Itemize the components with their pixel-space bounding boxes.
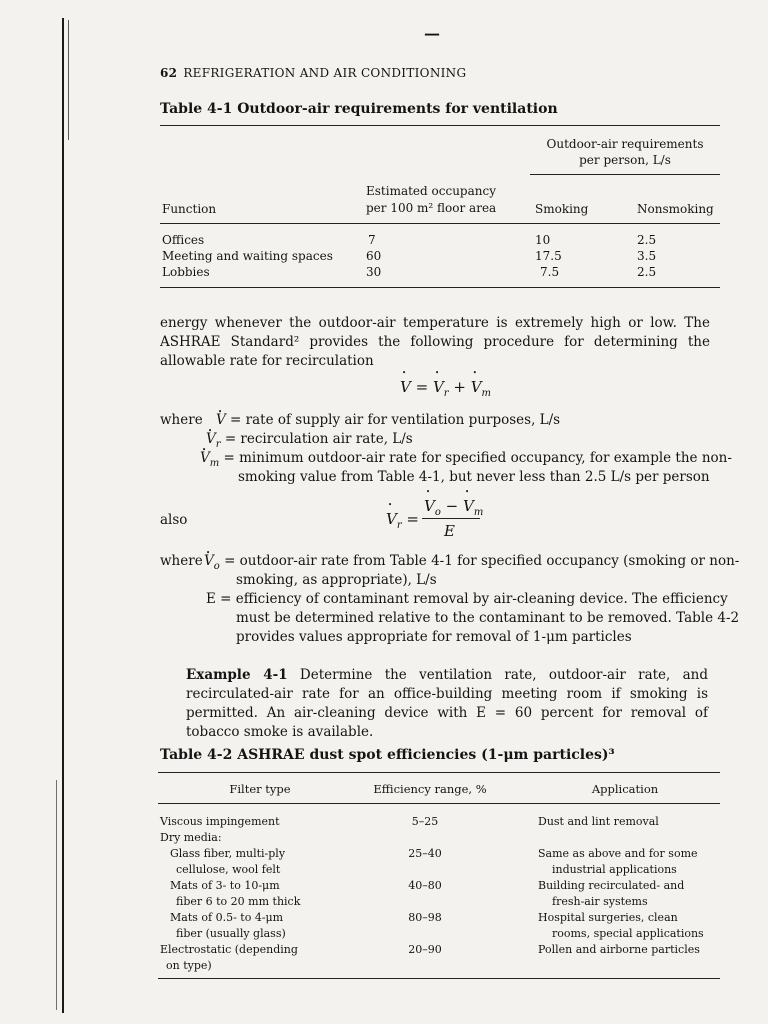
table2-cell-application: industrial applications [552,862,677,876]
table2-cell-efficiency: 20–90 [408,943,442,956]
table1-top-rule [160,125,720,126]
table2-cell-efficiency: 25–40 [408,847,442,860]
definition-vm: • $V_m$ = minimum outdoor-air rate for specified occupancy, for example the non- [200,449,732,473]
table1-cell-occupancy: 30 [366,265,382,279]
table1-cell-nonsmoking: 2.5 [637,265,657,279]
where-label-2: where [160,553,203,569]
table2-cell-filter: Glass fiber, multi-ply [170,847,286,860]
also-label: also [160,512,188,528]
table1-cell-smoking: 7.5 [540,265,560,279]
definition-e: E = efficiency of contaminant removal by air-cleaning device. The efficiency [206,591,728,607]
equation-denominator: E [444,522,455,540]
table1-cell-occupancy: 7 [368,233,376,247]
table2-bottom-rule [158,978,720,979]
table1-col-function: Function [162,202,217,216]
table1-cell-smoking: 17.5 [535,249,562,263]
example-block [186,666,708,742]
body-paragraph [160,314,710,371]
table2-cell-efficiency: 40–80 [408,879,442,892]
definition-v: • V = rate of supply air for ventilation purposes, L/s [216,411,560,430]
table2-caption: Table 4-2 ASHRAE dust spot efficiencies (1-μm particles)³ [160,747,615,763]
table2-cell-filter: cellulose, wool felt [176,862,281,876]
table1-cell-function: Meeting and waiting spaces [162,249,333,263]
running-head-title: REFRIGERATION AND AIR CONDITIONING [183,66,467,80]
running-head [160,66,466,80]
table2-cell-application: rooms, special applications [552,926,704,940]
table2-cell-filter: Mats of 3- to 10-μm [170,879,280,892]
definition-vm-cont: smoking value from Table 4-1, but never less than 2.5 L/s per person [238,469,710,485]
table1-group-rule [530,174,720,175]
table1-col-smoking: Smoking [535,202,589,216]
definition-vm-text: = minimum outdoor-air rate for specified occupancy, for example the non- [223,450,732,466]
table2-cell-filter: on type) [166,958,212,972]
table1-cell-function: Lobbies [162,265,210,279]
definition-v-text: = rate of supply air for ventilation purposes, L/s [230,412,561,428]
table1-cell-nonsmoking: 2.5 [637,233,657,247]
table1-cell-function: Offices [162,233,205,247]
definition-vo-cont: smoking, as appropriate), L/s [236,572,437,588]
table1-group-header-line1: Outdoor-air requirements [546,137,704,151]
table1-header-rule [160,223,720,224]
table1-col-occupancy-line1: Estimated occupancy [366,184,496,198]
table1-cell-occupancy: 60 [366,249,382,263]
table1-col-nonsmoking: Nonsmoking [637,202,714,216]
table2-cell-filter: Mats of 0.5- to 4-μm [170,911,284,924]
table2-cell-efficiency: 80–98 [408,911,442,924]
definition-vr-text: = recirculation air rate, L/s [224,431,413,447]
table1-cell-smoking: 10 [535,233,551,247]
definition-vr: • $V_r$ = recirculation air rate, L/s [206,430,413,454]
table1-col-occupancy-line2: per 100 m² floor area [366,201,497,215]
paragraph-text: energy whenever the outdoor-air temperature is extremely high or low. The ASHRAE Standard² provides the following procedure for determining the allowable rate for recirculation [160,315,710,369]
table1-cell-nonsmoking: 3.5 [637,249,657,263]
where-label: where [160,412,203,428]
table2-cell-filter: Dry media: [160,830,222,844]
scan-binding-edge [62,18,64,1013]
table1-bottom-rule [160,287,720,288]
table2-cell-application: Dust and lint removal [538,815,659,828]
table2-cell-application: Same as above and for some [538,847,698,860]
table2-cell-filter: Viscous impingement [160,815,280,828]
fraction-bar [422,518,480,519]
equation-recirculation: • $V_r$ = [386,510,419,531]
scan-dash-mark: — [424,24,440,43]
table1-group-header-line2: per person, L/s [579,153,671,167]
table2-header-rule [158,803,720,804]
table2-cell-application: Building recirculated- and [538,879,685,892]
table2-cell-efficiency: 5–25 [411,815,439,828]
equation-numerator: • $V_o$ − • $V_m$ [424,497,483,518]
definition-e-cont2: provides values appropriate for removal of 1-μm particles [236,629,632,645]
table2-col-application: Application [591,782,659,796]
table2-cell-application: fresh-air systems [552,894,648,908]
table2-cell-filter: fiber 6 to 20 mm thick [176,894,301,908]
definition-vo: • $V_o$ = outdoor-air rate from Table 4-1 for specified occupancy (smoking or non- [204,552,739,576]
definition-vo-text: = outdoor-air rate from Table 4-1 for specified occupancy (smoking or non- [224,553,740,569]
definition-e-cont1: must be determined relative to the contaminant to be removed. Table 4-2 [236,610,740,626]
table2-top-rule [158,772,720,773]
example-label: Example 4-1 [186,667,288,683]
scan-binding-edge-tertiary [56,780,57,1010]
page-number: 62 [160,66,178,80]
scan-binding-edge-secondary [68,20,69,140]
table2-cell-application: Hospital surgeries, clean [538,911,678,924]
table2-col-filter: Filter type [229,782,291,796]
example-text: Determine the ventilation rate, outdoor-air rate, and recirculated-air rate for an office-building meeting room if smoking is permitted. An air-cleaning device with E = 60 percent for removal of tobacco smoke is available. [186,667,709,740]
table2-cell-filter: fiber (usually glass) [176,926,286,940]
table2-cell-application: Pollen and airborne particles [538,943,700,956]
equation-supply-air: • V = • $V_r$ + • $V_m$ [400,378,491,399]
table2-col-efficiency: Efficiency range, % [373,782,487,796]
table1-caption: Table 4-1 Outdoor-air requirements for ventilation [160,101,558,117]
table2-cell-filter: Electrostatic (depending [160,943,298,956]
